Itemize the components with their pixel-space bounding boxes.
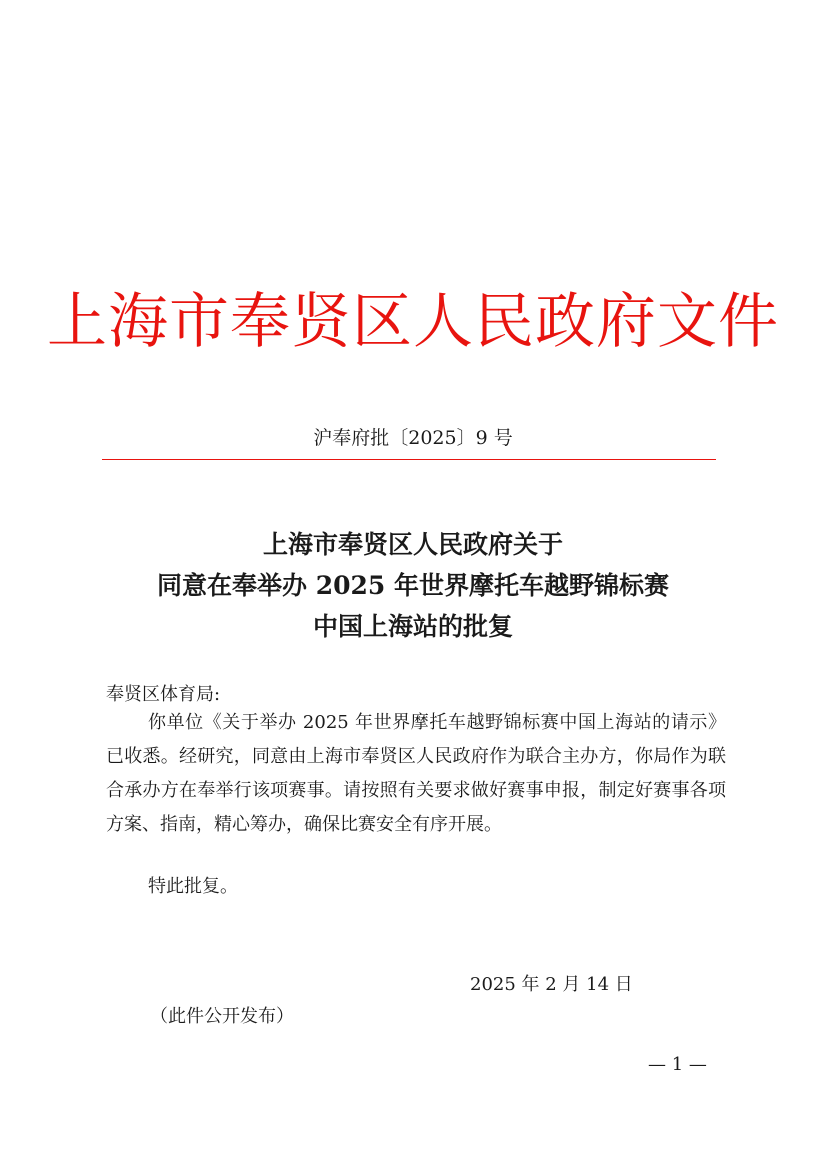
issue-date: 2025 年 2 月 14 日 — [470, 974, 633, 995]
red-divider-rule — [102, 459, 716, 460]
closing-line: 特此批复。 — [148, 876, 238, 897]
page-number: — 1 — — [648, 1054, 707, 1075]
recipient-line: 奉贤区体育局: — [106, 684, 221, 705]
document-title-line: 上海市奉贤区人民政府关于 — [262, 530, 563, 559]
document-title — [0, 524, 826, 647]
public-release-note: （此件公开发布） — [150, 1006, 294, 1027]
document-title-line: 同意在奉举办 2025 年世界摩托车越野锦标赛 — [157, 571, 669, 600]
document-header-title: 上海市奉贤区人民政府文件 — [47, 287, 779, 357]
body-paragraph: 你单位《关于举办 2025 年世界摩托车越野锦标赛中国上海站的请示》已收悉。经研究，同意由上海市奉贤区人民政府作为联合主办方，你局作为联合承办方在奉举行该项赛事。请按照有关要求做好赛事申报，制定好赛事各项方案、指南，精心筹办，确保比赛安全有序开展。 — [106, 712, 726, 835]
document-title-line: 中国上海站的批复 — [312, 612, 513, 641]
document-number: 沪奉府批〔2025〕9 号 — [313, 427, 513, 449]
